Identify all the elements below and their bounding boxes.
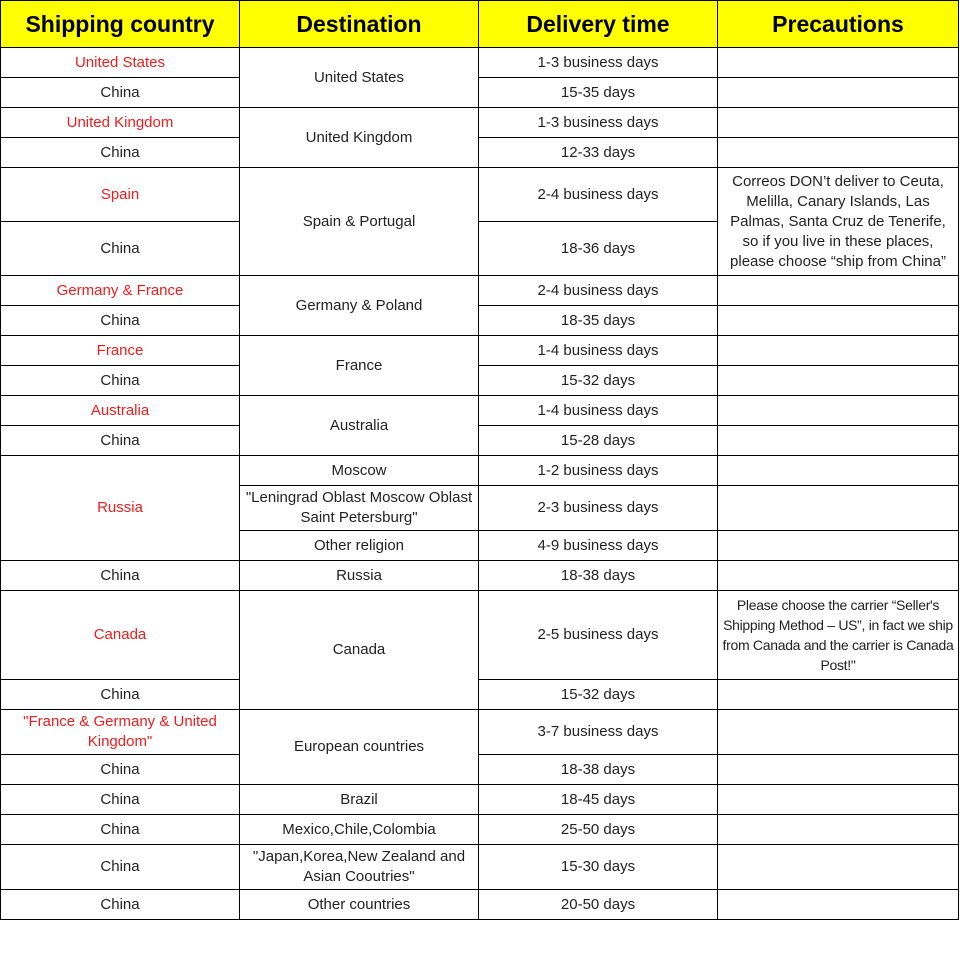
table-row	[1, 426, 959, 456]
destination-cell: Moscow	[240, 456, 479, 486]
table-row	[1, 108, 959, 138]
precaution-cell	[718, 276, 959, 306]
origin-cell: China	[1, 366, 240, 396]
delivery-time-cell: 1-4 business days	[479, 336, 718, 366]
delivery-time-cell: 15-35 days	[479, 78, 718, 108]
origin-cell: China	[1, 680, 240, 710]
origin-cell: China	[1, 306, 240, 336]
precaution-cell	[718, 680, 959, 710]
origin-cell: United Kingdom	[1, 108, 240, 138]
table-row	[1, 710, 959, 755]
delivery-time-cell: 2-4 business days	[479, 168, 718, 222]
delivery-time-cell: 1-3 business days	[479, 48, 718, 78]
table-row	[1, 785, 959, 815]
delivery-time-cell: 4-9 business days	[479, 531, 718, 561]
origin-cell: China	[1, 815, 240, 845]
precaution-note-spain: Correos DON’t deliver to Ceuta, Melilla, Canary Islands, Las Palmas, Santa Cruz de Tenerife, so if you live in these places, please choose “ship from China”	[718, 168, 959, 276]
table-row	[1, 366, 959, 396]
delivery-time-cell: 20-50 days	[479, 890, 718, 920]
delivery-time-cell: 15-32 days	[479, 366, 718, 396]
precaution-cell	[718, 138, 959, 168]
destination-cell: "Japan,Korea,New Zealand and Asian Cooutries"	[240, 845, 479, 890]
table-row	[1, 306, 959, 336]
precaution-cell	[718, 366, 959, 396]
destination-cell: Spain & Portugal	[240, 168, 479, 276]
origin-cell: China	[1, 561, 240, 591]
delivery-time-cell: 15-30 days	[479, 845, 718, 890]
delivery-time-cell: 18-36 days	[479, 222, 718, 276]
destination-cell: Germany & Poland	[240, 276, 479, 336]
origin-cell: China	[1, 755, 240, 785]
header-precautions: Precautions	[718, 1, 959, 48]
origin-cell: China	[1, 138, 240, 168]
origin-cell: China	[1, 890, 240, 920]
precaution-note-canada: Please choose the carrier “Seller's Shipping Method – US”, in fact we ship from Canada and the carrier is Canada Post!"	[718, 591, 959, 680]
table-row	[1, 845, 959, 890]
delivery-time-cell: 2-4 business days	[479, 276, 718, 306]
delivery-time-cell: 25-50 days	[479, 815, 718, 845]
table-row	[1, 680, 959, 710]
header-delivery-time: Delivery time	[479, 1, 718, 48]
table-row	[1, 890, 959, 920]
table-row	[1, 815, 959, 845]
precaution-cell	[718, 48, 959, 78]
origin-cell: China	[1, 845, 240, 890]
delivery-time-cell: 1-4 business days	[479, 396, 718, 426]
origin-cell: China	[1, 426, 240, 456]
precaution-cell	[718, 306, 959, 336]
delivery-time-cell: 12-33 days	[479, 138, 718, 168]
precaution-cell	[718, 78, 959, 108]
origin-cell: "France & Germany & United Kingdom"	[1, 710, 240, 755]
table-row	[1, 168, 959, 222]
precaution-cell	[718, 815, 959, 845]
header-destination: Destination	[240, 1, 479, 48]
origin-cell: United States	[1, 48, 240, 78]
destination-cell: Australia	[240, 396, 479, 456]
destination-cell: Other countries	[240, 890, 479, 920]
delivery-time-cell: 18-38 days	[479, 561, 718, 591]
destination-cell: United Kingdom	[240, 108, 479, 168]
origin-cell: Germany & France	[1, 276, 240, 306]
precaution-cell	[718, 755, 959, 785]
table-row	[1, 755, 959, 785]
delivery-time-cell: 15-28 days	[479, 426, 718, 456]
delivery-time-cell: 15-32 days	[479, 680, 718, 710]
delivery-time-cell: 3-7 business days	[479, 710, 718, 755]
origin-cell: Australia	[1, 396, 240, 426]
delivery-time-cell: 18-45 days	[479, 785, 718, 815]
destination-cell: "Leningrad Oblast Moscow Oblast Saint Petersburg"	[240, 486, 479, 531]
delivery-time-cell: 18-38 days	[479, 755, 718, 785]
precaution-cell	[718, 710, 959, 755]
delivery-time-cell: 18-35 days	[479, 306, 718, 336]
origin-cell: Canada	[1, 591, 240, 680]
precaution-cell	[718, 890, 959, 920]
origin-cell: China	[1, 78, 240, 108]
delivery-time-cell: 1-2 business days	[479, 456, 718, 486]
destination-cell: European countries	[240, 710, 479, 785]
table-row	[1, 78, 959, 108]
precaution-cell	[718, 561, 959, 591]
destination-cell: Canada	[240, 591, 479, 710]
precaution-cell	[718, 108, 959, 138]
delivery-time-cell: 2-5 business days	[479, 591, 718, 680]
precaution-cell	[718, 845, 959, 890]
origin-cell: China	[1, 785, 240, 815]
delivery-time-cell: 2-3 business days	[479, 486, 718, 531]
origin-cell: Russia	[1, 456, 240, 561]
precaution-cell	[718, 426, 959, 456]
precaution-cell	[718, 456, 959, 486]
table-row	[1, 561, 959, 591]
destination-cell: Other religion	[240, 531, 479, 561]
table-row	[1, 396, 959, 426]
precaution-cell	[718, 531, 959, 561]
origin-cell: France	[1, 336, 240, 366]
destination-cell: United States	[240, 48, 479, 108]
precaution-cell	[718, 396, 959, 426]
destination-cell: Mexico,Chile,Colombia	[240, 815, 479, 845]
destination-cell: Russia	[240, 561, 479, 591]
table-row	[1, 276, 959, 306]
table-row	[1, 456, 959, 486]
destination-cell: Brazil	[240, 785, 479, 815]
table-row	[1, 336, 959, 366]
table-row	[1, 138, 959, 168]
origin-cell: Spain	[1, 168, 240, 222]
destination-cell: France	[240, 336, 479, 396]
table-row	[1, 591, 959, 680]
table-row	[1, 48, 959, 78]
precaution-cell	[718, 336, 959, 366]
delivery-time-cell: 1-3 business days	[479, 108, 718, 138]
precaution-cell	[718, 486, 959, 531]
header-shipping-country: Shipping country	[1, 1, 240, 48]
origin-cell: China	[1, 222, 240, 276]
header-row	[1, 1, 959, 48]
precaution-cell	[718, 785, 959, 815]
